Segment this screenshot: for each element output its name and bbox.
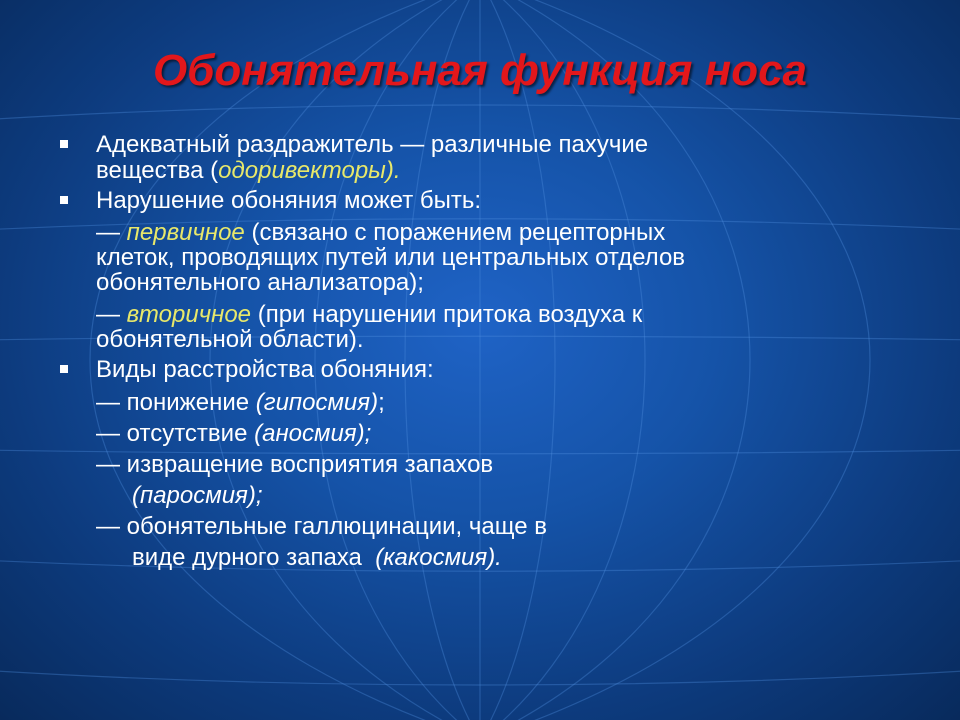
- term-primary: первичное: [126, 219, 245, 246]
- type-hyposmia-after: ;: [378, 389, 385, 416]
- type-anosmia: [96, 421, 371, 446]
- type-kakosmia-line-1: — обонятельные галлюцинации, чаще в: [96, 513, 547, 540]
- primary-line-1: [96, 220, 665, 245]
- bullet-marker: [60, 140, 68, 148]
- type-kakosmia-text: виде дурного запаха: [132, 544, 376, 571]
- type-parosmia-line-2: [132, 483, 263, 508]
- term-odorivectors: одоривекторы).: [218, 157, 401, 184]
- type-anosmia-text: — отсутствие: [96, 420, 255, 447]
- term-kakosmia: (какосмия).: [375, 544, 502, 571]
- bullet-marker: [60, 196, 68, 204]
- secondary-rest: (при нарушении притока воздуха к: [251, 301, 643, 328]
- bullet-3-line-1: Виды расстройства обоняния:: [96, 356, 434, 383]
- type-parosmia-line-1: — извращение восприятия запахов: [96, 451, 494, 478]
- term-hyposmia: (гипосмия): [255, 389, 379, 416]
- term-secondary: вторичное: [126, 301, 252, 328]
- type-kakosmia-line-2: [132, 545, 502, 570]
- bullet-1-line-2-text: вещества (: [96, 157, 219, 184]
- secondary-dash: —: [96, 301, 127, 328]
- type-hyposmia-text: — понижение: [96, 389, 256, 416]
- bullet-1-line-1: Адекватный раздражитель — различные пахучие: [96, 131, 649, 158]
- primary-rest: (связано с поражением рецепторных: [244, 219, 666, 246]
- term-parosmia: (паросмия);: [132, 482, 263, 509]
- bullet-2-line-1: Нарушение обоняния может быть:: [96, 187, 482, 214]
- type-hyposmia: [96, 390, 385, 415]
- term-anosmia: (аносмия);: [254, 420, 372, 447]
- primary-dash: —: [96, 219, 127, 246]
- primary-line-3: обонятельного анализатора);: [96, 269, 424, 296]
- secondary-line-2: обонятельной области).: [96, 326, 364, 353]
- bullet-marker: [60, 365, 68, 373]
- bullet-1-line-2: [96, 158, 400, 183]
- slide-title: Обонятельная функция носа: [152, 46, 808, 95]
- secondary-line-1: [96, 302, 642, 327]
- primary-line-2: клеток, проводящих путей или центральных отделов: [96, 244, 686, 271]
